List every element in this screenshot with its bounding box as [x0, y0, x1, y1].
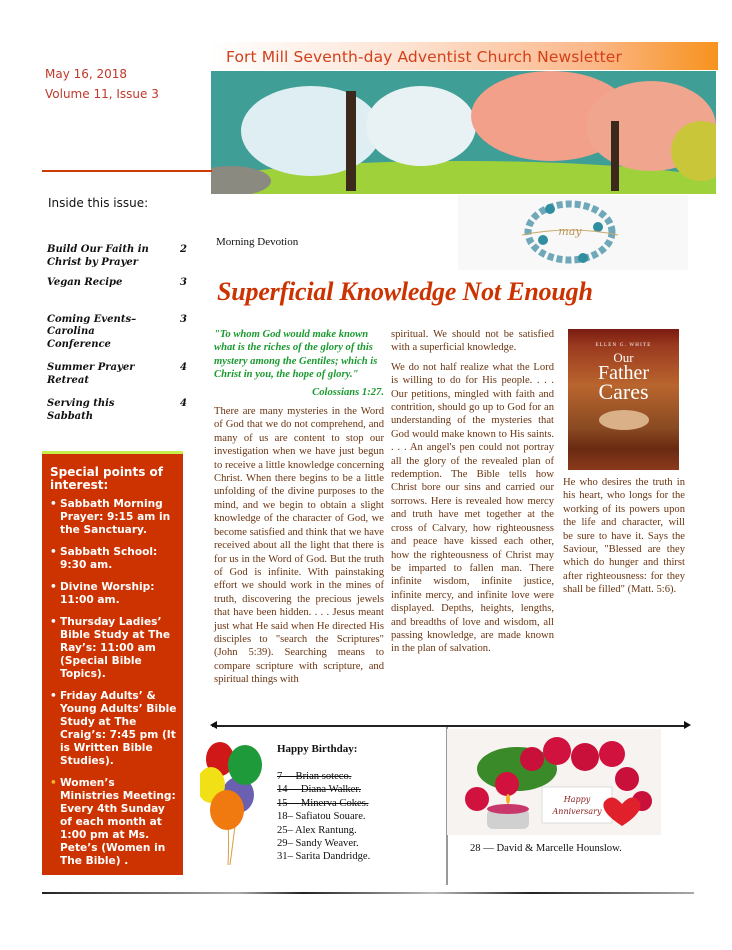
toc-page: 4	[180, 362, 187, 373]
article-headline: Superficial Knowledge Not Enough	[217, 277, 593, 306]
arrow-right-icon	[684, 721, 691, 729]
special-points-box	[42, 451, 183, 875]
birthday-entry: 14— Diana Walker.	[277, 784, 361, 796]
may-wreath-image	[458, 195, 688, 270]
article-column-2	[391, 328, 554, 662]
article-paragraph: There are many mysteries in the Word of God that we do not comprehend, and many of us are content to stop our investigation when we have just begun to receive a little knowledge concerning Christ. When there begins to be a little unfolding of the divine purposes to the mind, and we begin to obtain a slight knowledge of the character of God, we become satisfied and think that we have received about all the light that there is for us in the Word of God. But the truth of God is infinite. With painstaking effort we should work in the mines of truth, discovering the precious jewels that have been hidden. . . . Jesus meant just what He said when He directed His disciples to "search the Scriptures" (John 5:39). Searching means to compare scripture with scripture, and spiritual things with	[214, 406, 384, 686]
special-points-title: Special points of interest:	[50, 465, 163, 492]
section-divider	[212, 725, 686, 727]
article-paragraph: He who desires the truth in his heart, who longs for the working of its powers upon the life and character, will be sure to have it. Says the Saviour, "Blessed are they which do hunger and thirst after righteousness: for they shall be filled" (Matt. 5:6).	[563, 477, 685, 596]
toc-label: Summer Prayer Retreat	[47, 362, 135, 386]
svg-text:may: may	[558, 225, 582, 238]
birthday-entry: 18– Safiatou Souare.	[277, 811, 366, 823]
article-column-1	[214, 328, 384, 693]
svg-text:Anniversary: Anniversary	[552, 807, 602, 816]
point-item: • Divine Worship: 11:00 am.	[50, 581, 177, 607]
book-cover-image	[568, 329, 679, 470]
point-item: • Thursday Ladies’ Bible Study at The Ray’s: 11:00 am (Special Bible Topics).	[50, 616, 177, 681]
birthday-entry: 15— Minerva Cokes.	[277, 797, 369, 809]
special-points-list	[50, 498, 177, 868]
issue-date: May 16, 2018	[45, 67, 128, 81]
toc-page: 2	[180, 244, 187, 255]
point-item: • Women’s Ministries Meeting: Every 4th Sunday of each month at 1:00 pm at Ms. Pete’s (Women in The Bible) .	[50, 777, 177, 868]
bird-in-hand-icon	[599, 410, 649, 430]
birthday-entry: 29– Sandy Weaver.	[277, 838, 359, 850]
birthday-entry: 25– Alex Rantung.	[277, 824, 357, 836]
article-paragraph: spiritual. We should not be satisfied with a superficial knowledge.	[391, 329, 554, 354]
toc-title: Inside this issue:	[48, 196, 149, 210]
toc-page: 3	[180, 277, 187, 288]
section-kicker: Morning Devotion	[216, 236, 299, 248]
point-item: • Friday Adults’ & Young Adults’ Bible Study at The Craig’s: 7:45 pm (It is Written Bible Studies).	[50, 690, 177, 768]
issue-volume: Volume 11, Issue 3	[45, 87, 159, 101]
toc-item[interactable]	[47, 244, 187, 269]
scripture-quote: "To whom God would make known what is the riches of the glory of this mystery among the Gentiles; which is Christ in you, the hope of glory."	[214, 329, 378, 381]
table-of-contents	[47, 244, 187, 423]
toc-label: Coming Events–Carolina Conference	[47, 313, 137, 350]
header-divider	[42, 170, 212, 172]
birthday-list	[277, 770, 370, 864]
book-title-line: Our	[613, 350, 634, 365]
point-item: • Sabbath School: 9:30 am.	[50, 546, 177, 572]
toc-label: Build Our Faith in Christ by Prayer	[47, 244, 149, 268]
newsletter-title: Fort Mill Seventh-day Adventist Church Newsletter	[210, 42, 718, 70]
toc-item[interactable]	[47, 277, 187, 290]
book-title-line: Father	[597, 362, 650, 384]
book-author: ELLEN G. WHITE	[595, 343, 652, 348]
toc-page: 4	[180, 398, 187, 409]
toc-label: Serving this Sabbath	[47, 398, 115, 422]
toc-label: Vegan Recipe	[47, 277, 123, 288]
footer-divider	[42, 892, 694, 894]
point-item: • Sabbath Morning Prayer: 9:15 am in the Sanctuary.	[50, 498, 177, 537]
birthday-title: Happy Birthday:	[277, 743, 358, 755]
article-column-3	[563, 476, 685, 603]
book-title-line: Cares	[598, 379, 649, 404]
anniversary-entry: 28 — David & Marcelle Hounslow.	[470, 843, 622, 854]
toc-page: 3	[180, 313, 187, 325]
scripture-reference: Colossians 1:27.	[312, 386, 384, 398]
banner-image	[211, 71, 716, 194]
birthday-entry: 7— Brian soteco.	[277, 771, 352, 782]
toc-item[interactable]	[47, 314, 187, 352]
article-paragraph: We do not half realize what the Lord is willing to do for His people. . . . Our petitions, mingled with faith and contrition, should go up to God for an understanding of the mysteries that God would make known to His saints. . . . An angel's pen could not portray all the glory of the revealed plan of redemption. The Bible tells how Christ bore our sins and carried our sorrows. Here is revealed how mercy and truth have met together at the cross of Calvary, how righteousness and peace have kissed each other, how the righteousness of Christ may be imparted to fallen man. There infinite wisdom, infinite justice, infinite mercy, and infinite love were displayed. Depths, heights, lengths, and breadths of love and wisdom, all passing knowledge, are made known in the plan of salvation.	[391, 361, 554, 655]
balloons-icon	[200, 737, 270, 867]
birthday-entry: 31– Sarita Dandridge.	[277, 851, 371, 863]
arrow-left-icon	[210, 721, 217, 729]
toc-item[interactable]	[47, 362, 187, 387]
anniversary-roses-image	[447, 729, 661, 835]
svg-text:Happy: Happy	[563, 795, 591, 804]
toc-item[interactable]	[47, 398, 187, 423]
